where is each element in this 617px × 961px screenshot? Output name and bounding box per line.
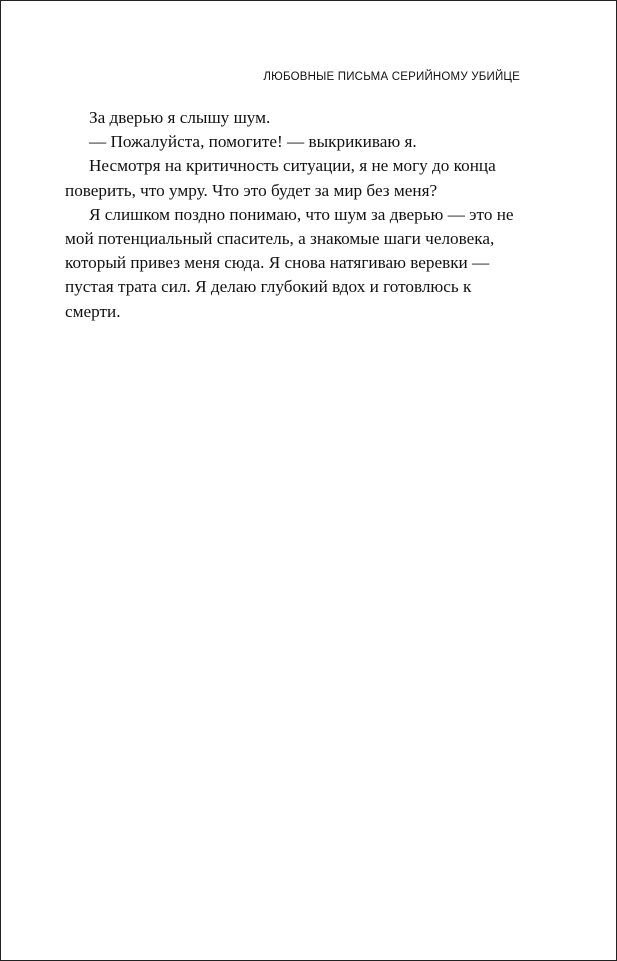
body-text bbox=[65, 106, 523, 324]
paragraph: Я слишком поздно понимаю, что шум за дверью — это не мой потенциальный спаситель, а знакомые шаги человека, который привез меня сюда. Я снова натягиваю веревки — пустая трата сил. Я делаю глубокий вдох и готовлюсь к смерти. bbox=[65, 204, 514, 321]
running-head: ЛЮБОВНЫЕ ПИСЬМА СЕРИЙНОМУ УБИЙЦЕ bbox=[263, 71, 520, 83]
paragraph: За дверью я слышу шум. bbox=[89, 108, 271, 127]
paragraph: — Пожалуйста, помогите! — выкрикиваю я. bbox=[89, 132, 417, 152]
paragraph: Несмотря на критичность ситуации, я не могу до конца поверить, что умру. Что это будет за мир без меня? bbox=[65, 156, 496, 200]
